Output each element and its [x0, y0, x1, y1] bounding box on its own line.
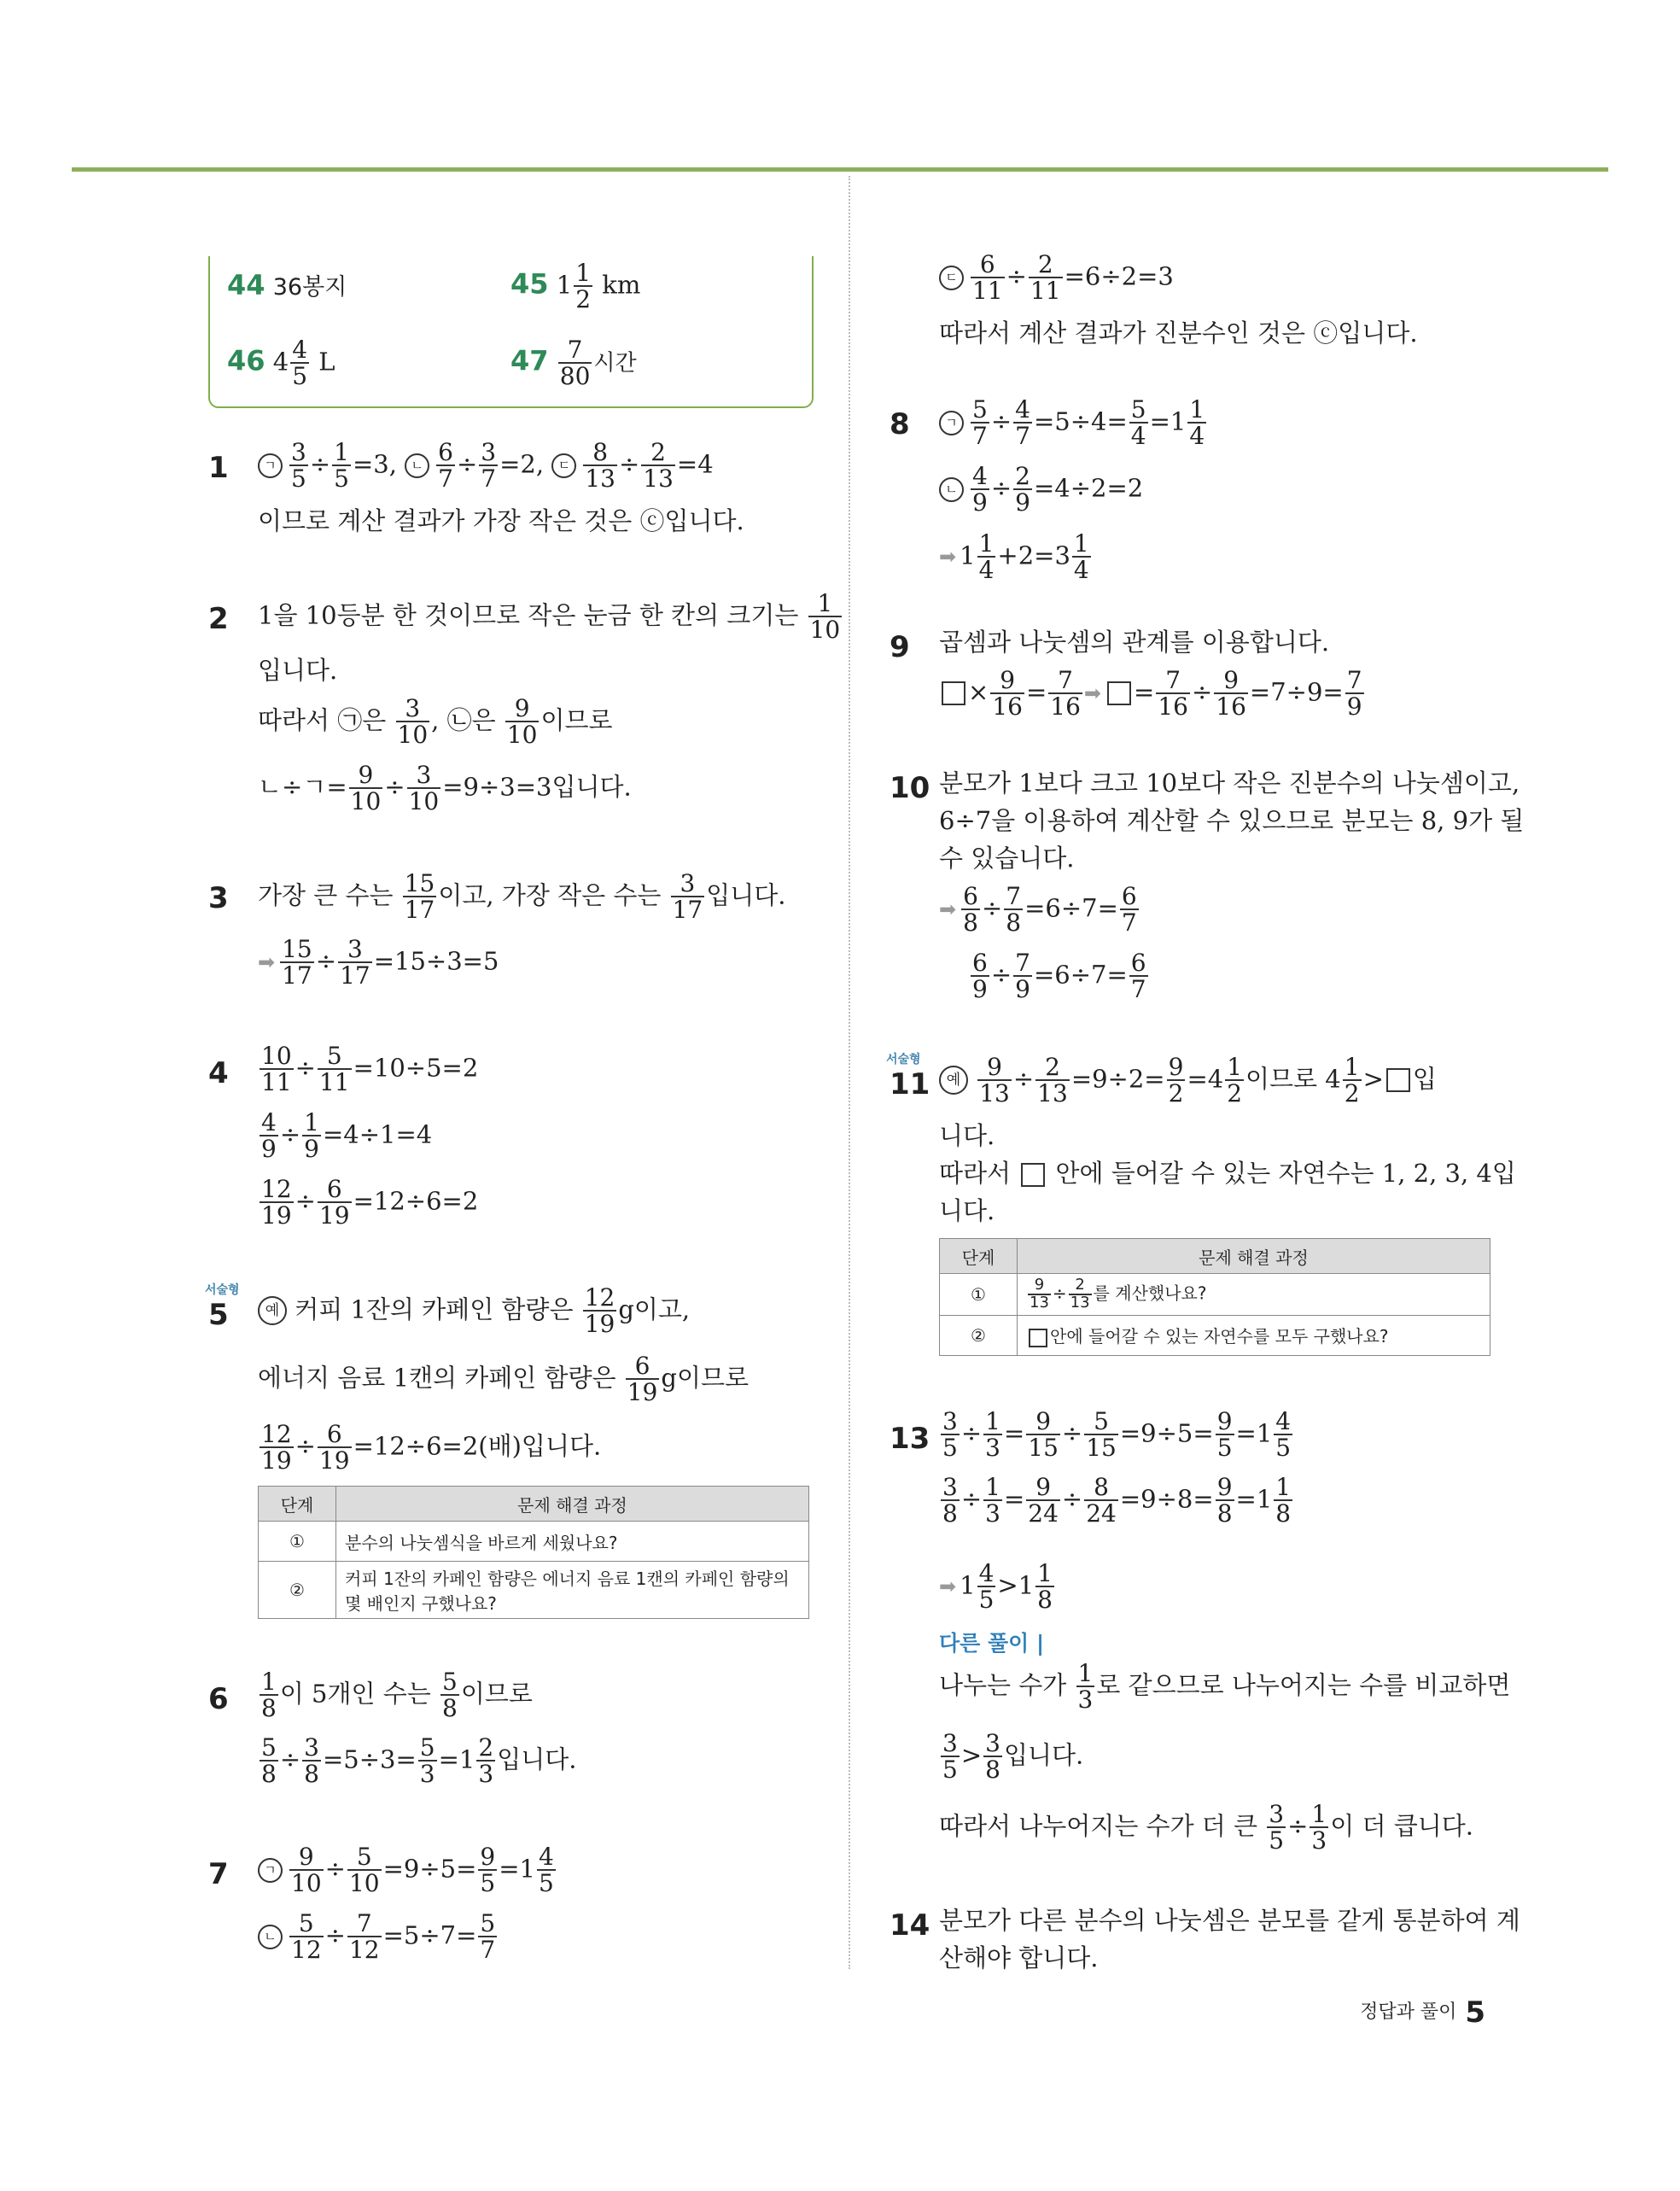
page-footer	[1360, 1995, 1485, 2030]
answer-44: 44 36봉지	[227, 269, 347, 301]
q13-alt-line2: $\frac{3}{5}$ > $\frac{3}{8}$ 입니다.	[942, 1729, 1084, 1785]
question-number-4: 4	[208, 1056, 229, 1090]
rubric-text: $\frac{9}{13}$ ÷ $\frac{2}{13}$ 를 계산했나요?	[1018, 1274, 1490, 1316]
rubric-header-process: 문제 해결 과정	[336, 1487, 809, 1522]
q7-row2: ㄴ $\frac{5}{12}$ ÷ $\frac{7}{12}$ =5÷7= $\frac{5}{7}$	[258, 1911, 499, 1963]
rubric-header-step: 단계	[259, 1487, 336, 1522]
q11-line1: 예 $\frac{9}{13}$ ÷ $\frac{2}{13}$ =9÷2= $\frac{9}{2}$ =4 $\frac{1}{2}$ 이므로 4 $\frac{1}{2}$ > 입	[939, 1055, 1437, 1107]
q10-line3: 수 있습니다.	[939, 844, 1075, 873]
question-number-6: 6	[208, 1682, 229, 1716]
q10-row1: ➡ $\frac{6}{8}$ ÷ $\frac{7}{8}$ =6÷7= $\frac{6}{7}$	[939, 882, 1137, 938]
q2-line1: 1을 10등분 한 것이므로 작은 눈금 한 칸의 크기는 $\frac{1}{10}$	[258, 589, 841, 645]
q7-row1: ㄱ $\frac{9}{10}$ ÷ $\frac{5}{10}$ =9÷5= $\frac{9}{5}$ =1 $\frac{4}{5}$	[258, 1844, 557, 1896]
q10-line1: 분모가 1보다 크고 10보다 작은 진분수의 나눗셈이고,	[939, 768, 1520, 798]
q10-line2: 6÷7을 이용하여 계산할 수 있으므로 분모는 8, 9가 될	[939, 806, 1525, 835]
q8-row1: ㄱ $\frac{5}{7}$ ÷ $\frac{4}{7}$ =5÷4= $\frac{5}{4}$ =1 $\frac{1}{4}$	[939, 397, 1208, 449]
q7-row3: ㄷ $\frac{6}{11}$ ÷ $\frac{2}{11}$ =6÷2=3	[939, 252, 1174, 304]
q13-row1: $\frac{3}{5}$ ÷ $\frac{1}{3}$ = $\frac{9}{15}$ ÷ $\frac{5}{15}$ =9÷5= $\frac{9}{5}$ =1 $\frac{4}{5}$	[942, 1407, 1292, 1463]
q6-line1: $\frac{1}{8}$ 이 5개인 수는 $\frac{5}{8}$ 이므로	[261, 1668, 533, 1723]
blank-box	[1021, 1163, 1045, 1187]
q5-line1: 예 커피 1잔의 카페인 함량은 $\frac{12}{19}$ g이고,	[258, 1285, 690, 1337]
alternative-solution-label: 다른 풀이 |	[939, 1631, 1045, 1656]
arrow-icon: ➡	[258, 950, 276, 975]
question-number-2: 2	[208, 602, 229, 636]
q14-line2: 산해야 합니다.	[939, 1943, 1099, 1972]
arrow-icon: ➡	[939, 545, 957, 570]
blank-box	[1029, 1329, 1047, 1347]
rubric-step: ②	[259, 1562, 336, 1619]
q4-row1: $\frac{10}{11}$ ÷ $\frac{5}{11}$ =10÷5=2	[261, 1042, 479, 1097]
q14-line1: 분모가 다른 분수의 나눗셈은 분모를 같게 통분하여 계	[939, 1906, 1520, 1935]
rubric-header-step: 단계	[940, 1239, 1018, 1274]
question-number-3: 3	[208, 881, 229, 915]
rubric-text: 커피 1잔의 카페인 함량은 에너지 음료 1캔의 카페인 함량의 몇 배인지 구했나요?	[336, 1562, 809, 1619]
q9-calc: × $\frac{9}{16}$ = $\frac{7}{16}$ ➡ = $\frac{7}{16}$ ÷ $\frac{9}{16}$ =7÷9= $\frac{7}{9}$	[939, 668, 1366, 720]
q7-conclusion: 따라서 계산 결과가 진분수인 것은 ⓒ입니다.	[939, 318, 1418, 348]
q11-line2: 니다.	[939, 1121, 995, 1150]
blank-box	[1386, 1068, 1410, 1092]
arrow-icon: ➡	[939, 1575, 957, 1599]
rubric-step: ①	[940, 1274, 1018, 1316]
q4-row2: $\frac{4}{9}$ ÷ $\frac{1}{9}$ =4÷1=4	[261, 1108, 433, 1164]
blank-box	[942, 681, 965, 705]
q11-rubric-table	[939, 1238, 1490, 1356]
question-number-9: 9	[890, 630, 910, 664]
answer-45: 45 1 $\frac{1}{2}$ km	[510, 259, 641, 314]
question-number-7: 7	[208, 1857, 229, 1891]
q9-line1: 곱셈과 나눗셈의 관계를 이용합니다.	[939, 628, 1330, 657]
q1-conclusion: 이므로 계산 결과가 가장 작은 것은 ⓒ입니다.	[258, 506, 744, 535]
question-number-13: 13	[890, 1422, 930, 1456]
q13-row2: $\frac{3}{8}$ ÷ $\frac{1}{3}$ = $\frac{9}{24}$ ÷ $\frac{8}{24}$ =9÷8= $\frac{9}{8}$ =1 $\frac{1}{8}$	[942, 1473, 1292, 1528]
rubric-step: ②	[940, 1315, 1018, 1355]
q2-line4: ㄴ÷ㄱ= $\frac{9}{10}$ ÷ $\frac{3}{10}$ =9÷3=3입니다.	[258, 761, 632, 816]
page-number: 5	[1465, 1995, 1485, 2030]
q2-line3: 따라서 ㉠은 $\frac{3}{10}$ , ㉡은 $\frac{9}{10}$ 이므로	[258, 694, 613, 750]
footer-label: 정답과 풀이	[1360, 2001, 1457, 2023]
q3-line1: 가장 큰 수는 $\frac{15}{17}$ 이고, 가장 작은 수는 $\frac{3}{17}$ 입니다.	[258, 869, 786, 925]
q6-line2: $\frac{5}{8}$ ÷ $\frac{3}{8}$ =5÷3= $\frac{5}{3}$ =1 $\frac{2}{3}$ 입니다.	[261, 1733, 577, 1789]
question-number-14: 14	[890, 1908, 930, 1943]
answer-46: 46 4 $\frac{4}{5}$ L	[227, 336, 335, 391]
q13-alt-line3: 따라서 나누어지는 수가 더 큰 $\frac{3}{5}$ ÷ $\frac{1}{3}$ 이 더 큽니다.	[939, 1800, 1473, 1855]
q13-alt-line1: 나누는 수가 $\frac{1}{3}$ 로 같으므로 나누어지는 수를 비교하면	[939, 1659, 1511, 1715]
question-number-11: 11	[890, 1067, 930, 1101]
header-rule	[72, 167, 1608, 172]
essay-tag: 서술형	[205, 1283, 240, 1297]
question-number-8: 8	[890, 407, 910, 441]
q8-row3: ➡ 1 $\frac{1}{4}$ +2=3 $\frac{1}{4}$	[939, 529, 1089, 585]
q5-line3: $\frac{12}{19}$ ÷ $\frac{6}{19}$ =12÷6=2(배)입니다.	[261, 1420, 602, 1475]
q5-line2: 에너지 음료 1캔의 카페인 함량은 $\frac{6}{19}$ g이므로	[258, 1352, 749, 1407]
arrow-icon: ➡	[1083, 681, 1102, 706]
q2-line2: 입니다.	[258, 656, 338, 685]
column-divider	[849, 176, 850, 1969]
q4-row3: $\frac{12}{19}$ ÷ $\frac{6}{19}$ =12÷6=2	[261, 1175, 479, 1230]
q8-row2: ㄴ $\frac{4}{9}$ ÷ $\frac{2}{9}$ =4÷2=2	[939, 464, 1143, 516]
q5-rubric-table	[258, 1486, 809, 1619]
question-number-5: 5	[208, 1298, 229, 1332]
rubric-step: ①	[259, 1522, 336, 1562]
answer-47: 47 $\frac{7}{80}$ 시간	[510, 336, 637, 391]
q11-line3: 따라서 안에 들어갈 수 있는 자연수는 1, 2, 3, 4입	[939, 1159, 1516, 1188]
blank-box	[1107, 681, 1131, 705]
q11-line4: 니다.	[939, 1196, 995, 1225]
rubric-text: 안에 들어갈 수 있는 자연수를 모두 구했나요?	[1018, 1315, 1490, 1355]
q10-row2: $\frac{6}{9}$ ÷ $\frac{7}{9}$ =6÷7= $\frac{6}{7}$	[972, 949, 1146, 1004]
question-number-1: 1	[208, 451, 229, 485]
q3-calc: ➡ $\frac{15}{17}$ ÷ $\frac{3}{17}$ =15÷3=5	[258, 935, 499, 990]
question-number-10: 10	[890, 771, 930, 805]
q1-expression: ㄱ $\frac{3}{5}$ ÷ $\frac{1}{5}$ =3, ㄴ $\frac{6}{7}$ ÷ $\frac{3}{7}$ =2, ㄷ $\frac{8}{13}$ ÷ $\frac{2}{13}$ =4	[258, 440, 714, 492]
rubric-header-process: 문제 해결 과정	[1018, 1239, 1490, 1274]
q13-result: ➡ 1 $\frac{4}{5}$ >1 $\frac{1}{8}$	[939, 1559, 1053, 1615]
rubric-text: 분수의 나눗셈식을 바르게 세웠나요?	[336, 1522, 809, 1562]
arrow-icon: ➡	[939, 897, 957, 922]
essay-tag: 서술형	[886, 1053, 921, 1066]
